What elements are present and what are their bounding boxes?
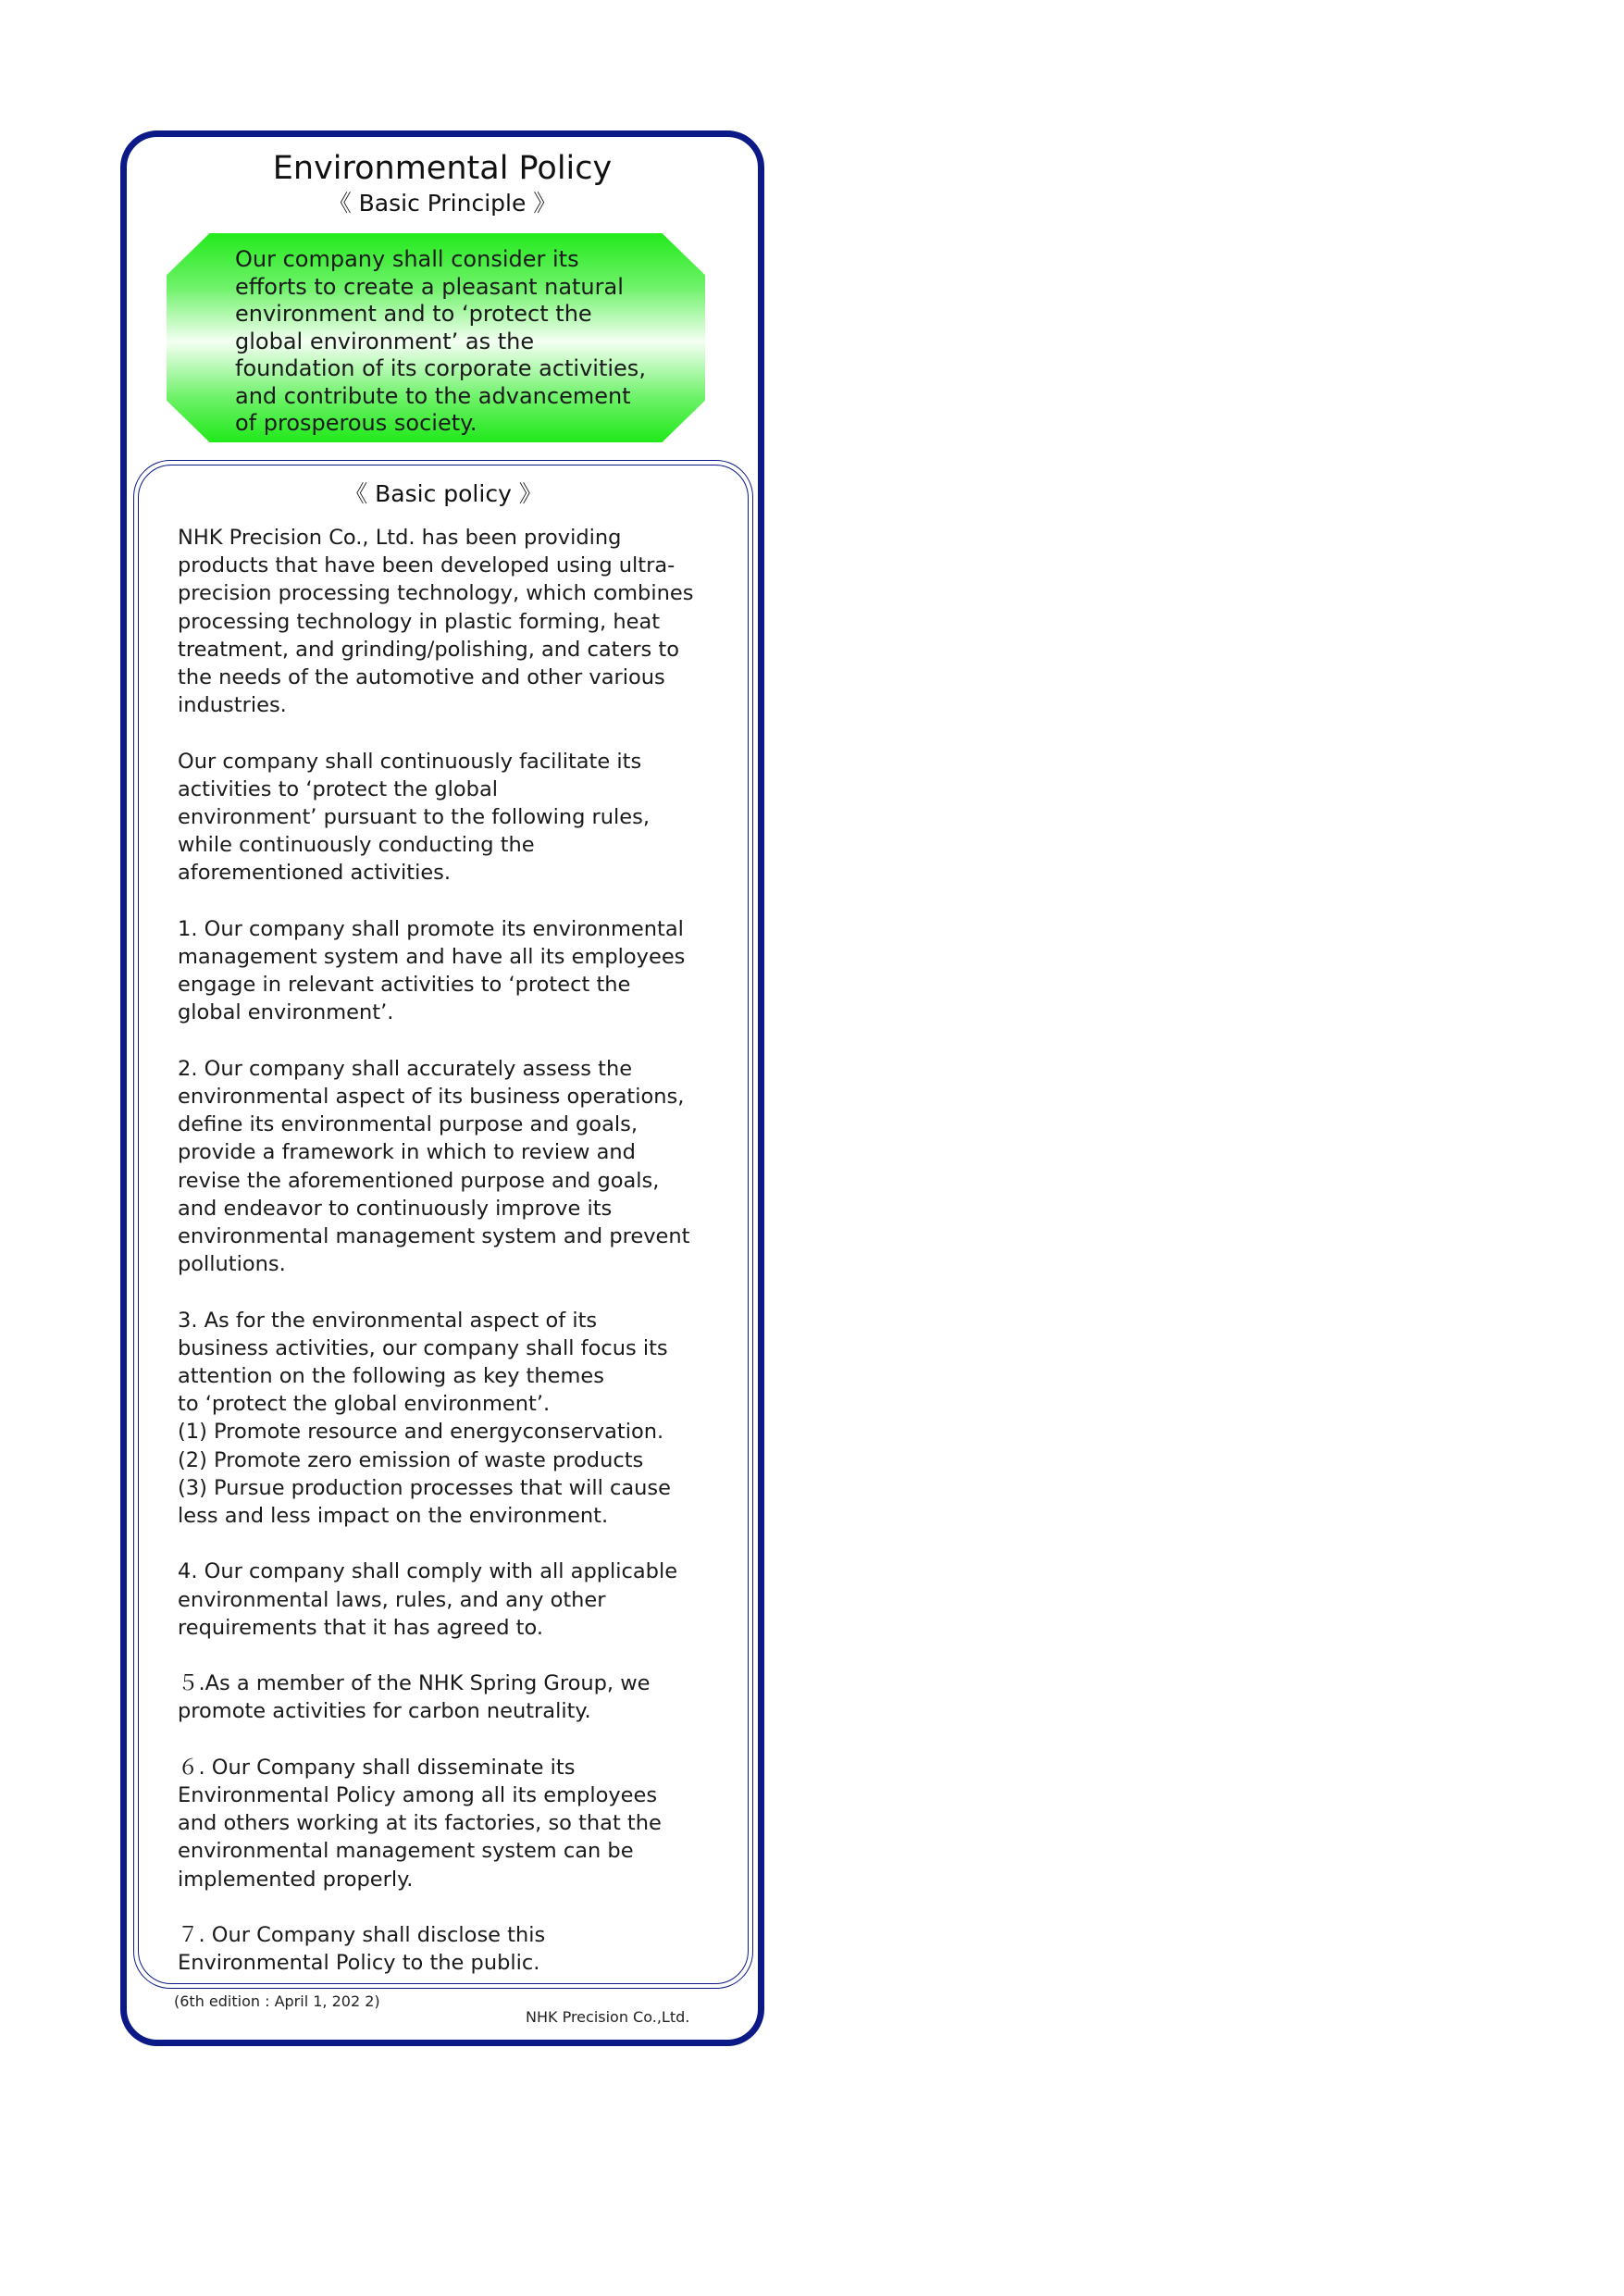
policy-item-7: ７. Our Company shall disclose this Environmental Policy to the public. xyxy=(178,1923,546,1976)
policy-intro-paragraph: NHK Precision Co., Ltd. has been providing products that have been developed using ultra- precision processing technology, which combines processing technology in plastic forming, heat treatment, and grinding/polishing, and caters to the needs of the automotive and other various industries. xyxy=(178,526,694,718)
basic-policy-body xyxy=(178,524,733,1977)
basic-policy-heading: 《 Basic policy 》 xyxy=(344,480,542,507)
document-title: Environmental Policy xyxy=(272,150,613,187)
policy-item-6: ６. Our Company shall disseminate its Environmental Policy among all its employees and others working at its factories, so that the environmental management system can be implemented properly. xyxy=(178,1755,662,1892)
basic-principle-heading: 《 Basic Principle 》 xyxy=(328,190,557,217)
policy-item-3: 3. As for the environmental aspect of its business activities, our company shall focus its attention on the following as key themes to ‘protect the global environment’. (1) Promote resource and energyconservation. (2) Promote zero emission of waste products (3) Pursue production processes that will cause less and less impact on the environment. xyxy=(178,1308,671,1529)
edition-note: (6th edition : April 1, 202 2) xyxy=(174,1992,380,2010)
policy-item-2: 2. Our company shall accurately assess the environmental aspect of its business operations, define its environmental purpose and goals, provide a framework in which to review and revise the aforementioned purpose and goals, and endeavor to continuously improve its environmental management system and prevent pollutions. xyxy=(178,1056,690,1277)
policy-commitment-paragraph: Our company shall continuously facilitate its activities to ‘protect the global environment’ pursuant to the following rules, while continuously conducting the aforementioned activities. xyxy=(178,749,650,886)
policy-item-5: ５.As a member of the NHK Spring Group, we promote activities for carbon neutrality. xyxy=(178,1671,651,1724)
policy-item-4: 4. Our company shall comply with all applicable environmental laws, rules, and any other requirements that it has agreed to. xyxy=(178,1559,678,1640)
company-name: NHK Precision Co.,Ltd. xyxy=(526,2008,690,2026)
policy-item-1: 1. Our company shall promote its environmental management system and have all its employees engage in relevant activities to ‘protect the global environment’. xyxy=(178,916,686,1025)
basic-principle-text: Our company shall consider its efforts to create a pleasant natural environment and to ‘protect the global environment’ as the foundation of its corporate activities, and contribute to the advancement of prosperous society. xyxy=(235,246,646,436)
